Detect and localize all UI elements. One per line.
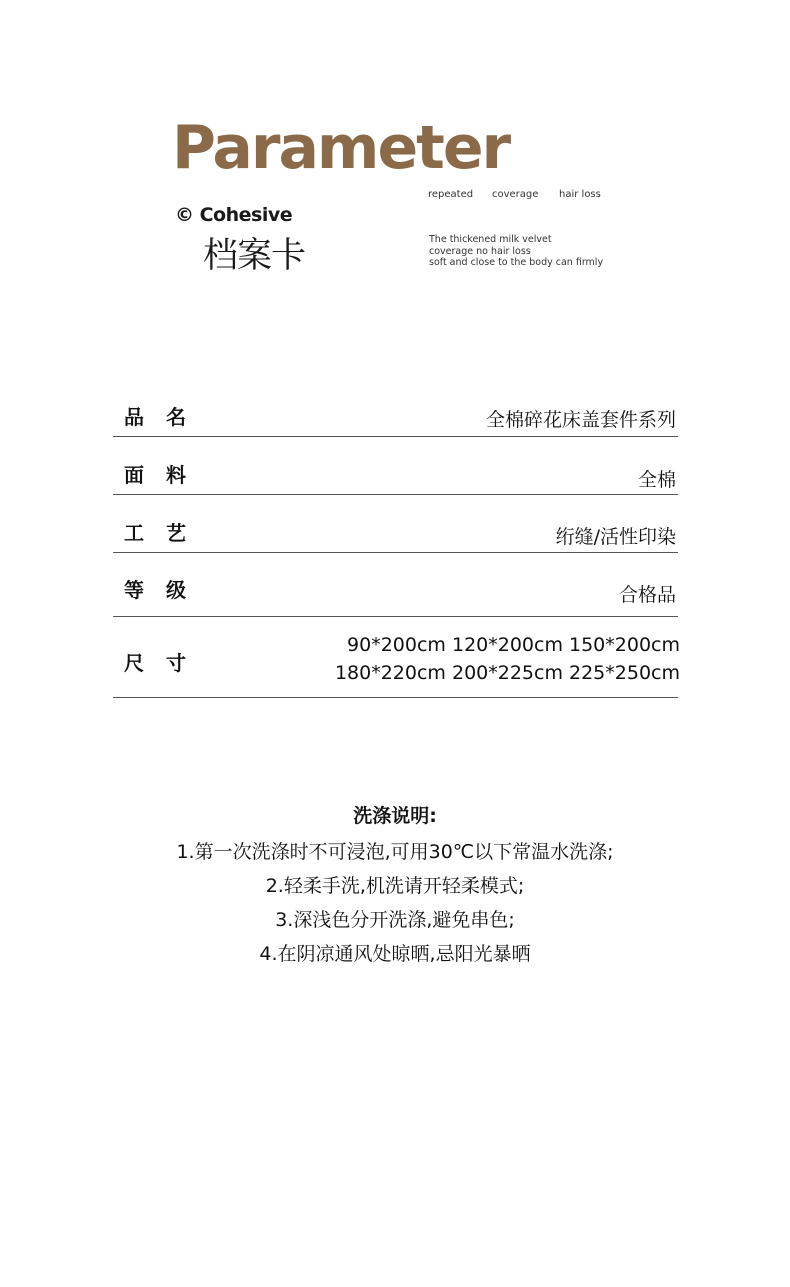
param-label: 尺寸 [124, 651, 208, 675]
param-row-grade [113, 553, 678, 617]
param-row-craft [113, 495, 678, 553]
washing-line: 4.在阴凉通风处晾晒,忌阳光暴晒 [259, 943, 531, 965]
washing-line: 1.第一次洗涤时不可浸泡,可用30℃以下常温水洗涤; [176, 841, 614, 863]
brand-subtitle: 档案卡 [203, 236, 306, 276]
description [429, 234, 603, 269]
tag-hair-loss: hair loss [559, 189, 601, 200]
washing-title: 洗涤说明: [353, 805, 437, 827]
param-value: 绗缝/活性印染 [555, 526, 676, 548]
param-label: 品名 [124, 405, 208, 429]
page-title: Parameter [172, 113, 510, 183]
size-line: 90*200cm 120*200cm 150*200cm [347, 634, 680, 656]
tag-coverage: coverage [492, 189, 539, 200]
parameter-table [113, 398, 678, 698]
param-row-size [113, 617, 678, 698]
param-label: 面料 [124, 463, 208, 487]
tag-repeated: repeated [428, 189, 474, 200]
washing-line: 3.深浅色分开洗涤,避免串色; [275, 909, 515, 931]
param-row-name [113, 398, 678, 437]
param-label: 工艺 [124, 521, 208, 545]
description-line: coverage no hair loss [429, 245, 531, 257]
param-label: 等级 [124, 578, 208, 602]
description-line: The thickened milk velvet [429, 234, 552, 245]
param-value: 全棉碎花床盖套件系列 [485, 409, 676, 431]
washing-line: 2.轻柔手洗,机洗请开轻柔模式; [265, 875, 525, 897]
param-value: 全棉 [637, 469, 676, 491]
description-line: soft and close to the body can firmly [429, 257, 604, 268]
param-row-fabric [113, 437, 678, 495]
param-value: 合格品 [618, 584, 676, 606]
param-value [335, 631, 680, 687]
washing-instructions [0, 802, 790, 974]
size-line: 180*220cm 200*225cm 225*250cm [334, 662, 680, 684]
brand-name: © Cohesive [175, 204, 293, 226]
